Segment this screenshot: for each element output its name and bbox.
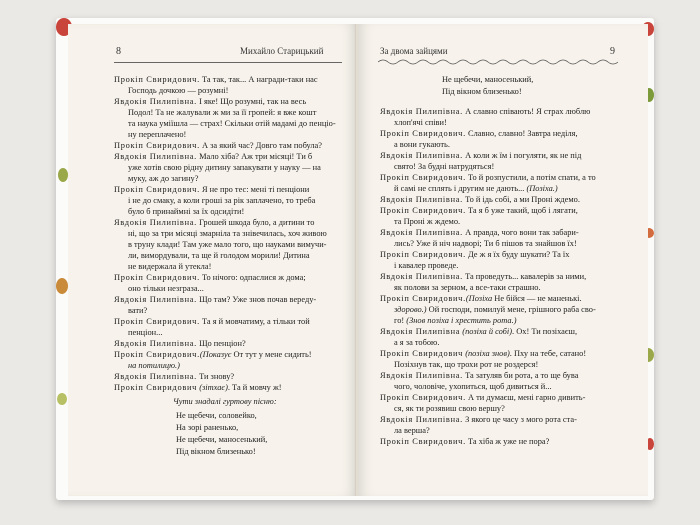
running-head: Михайло Старицький bbox=[240, 46, 324, 56]
dialogue-line bbox=[380, 150, 596, 161]
line-text: То й розпустили, а потім спати, а то bbox=[465, 173, 596, 182]
dialogue-line bbox=[380, 392, 596, 403]
speaker-name: Прокіп Свиридович. bbox=[380, 129, 466, 138]
speaker-name: Явдокія Пилипівна. bbox=[380, 272, 463, 281]
line-text: Та так, так... А награди-таки нас bbox=[199, 75, 318, 84]
line-text: Ти знову? bbox=[196, 372, 235, 381]
verse-line: Не щебечи, соловейко, bbox=[176, 411, 257, 420]
speaker-name: Прокіп Свиридович. bbox=[114, 350, 200, 359]
speaker-name: Явдокія Пилипівна bbox=[380, 327, 461, 336]
dialogue-line bbox=[380, 271, 596, 282]
speaker-name: Явдокія Пилипівна. bbox=[114, 218, 197, 227]
line-text: і кавалер проведе. bbox=[394, 261, 459, 270]
line-text: було б принаймні за їх одсидіти! bbox=[128, 207, 245, 216]
text-line bbox=[380, 139, 596, 150]
header-rule bbox=[114, 62, 342, 63]
line-text: а вони гукають. bbox=[394, 140, 450, 149]
dialogue-line bbox=[380, 326, 596, 337]
page-text bbox=[380, 74, 596, 447]
line-text: Та проведуть... кавалерів за ними, bbox=[462, 272, 587, 281]
text-line bbox=[114, 250, 336, 261]
line-text: Славно, славно! Завтра неділя, bbox=[465, 129, 578, 138]
line-text: Грошей шкода було, а дитини то bbox=[196, 218, 315, 227]
line-text: Позіхнув так, що трохи рот не роздерся! bbox=[394, 360, 539, 369]
speaker-name: Прокіп Свиридович. bbox=[114, 317, 200, 326]
dialogue-line bbox=[380, 172, 596, 183]
line-text: Мало хіба? Аж три місяці! Ти б bbox=[196, 152, 313, 161]
dialogue-line bbox=[114, 294, 336, 305]
text-line bbox=[114, 129, 336, 140]
line-text: та Проні ж ждемо. bbox=[394, 217, 461, 226]
verse-line: Не щебечи, маносенький, bbox=[176, 435, 268, 444]
text-line bbox=[380, 282, 596, 293]
dialogue-line bbox=[380, 205, 596, 216]
dialogue-line bbox=[114, 151, 336, 162]
text-line bbox=[380, 359, 596, 370]
dialogue-line bbox=[380, 128, 596, 139]
text-line bbox=[380, 403, 596, 414]
line-text: Що пенціон? bbox=[196, 339, 246, 348]
speaker-name: Явдокія Пилипівна. bbox=[114, 339, 197, 348]
speaker-name: Явдокія Пилипівна. bbox=[380, 415, 463, 424]
dialogue-line bbox=[114, 316, 336, 327]
text-line bbox=[114, 283, 336, 294]
text-line bbox=[114, 85, 336, 96]
dialogue-line bbox=[380, 249, 596, 260]
text-line bbox=[380, 425, 596, 436]
line-text: Та затуляв би рота, а то ще бува bbox=[462, 371, 579, 380]
verse-line: На зорі раненько, bbox=[176, 423, 239, 432]
speaker-name: Прокіп Свиридович bbox=[114, 383, 198, 392]
line-text: ла верша? bbox=[394, 426, 430, 435]
text-line bbox=[380, 337, 596, 348]
text-line bbox=[114, 305, 336, 316]
line-text: Та я й мовчатиму, а тільки той bbox=[199, 317, 310, 326]
speaker-name: Прокіп Свиридович. bbox=[114, 185, 200, 194]
line-text: З якого це часу з мого рота ста- bbox=[462, 415, 577, 424]
line-text: Що там? Уже знов почав вереду- bbox=[196, 295, 317, 304]
line-text: Не бійся — не маненькі. bbox=[492, 294, 582, 303]
text-line bbox=[114, 107, 336, 118]
dialogue-line bbox=[114, 217, 336, 228]
line-text: . Та й мовчу ж! bbox=[227, 383, 282, 392]
song-verse bbox=[114, 410, 336, 458]
dialogue-line bbox=[114, 96, 336, 107]
text-line bbox=[380, 183, 596, 194]
stage-direction: здорово.) bbox=[394, 305, 427, 314]
line-text: уже хотів свою рідну дитину запакувати у науку — на bbox=[128, 163, 321, 172]
speaker-name: Прокіп Свиридович. bbox=[114, 141, 200, 150]
text-line bbox=[380, 381, 596, 392]
text-line bbox=[114, 118, 336, 129]
line-text: ні, що за три місяці змарніла та знівечилась, хоч живою bbox=[128, 229, 327, 238]
speaker-name: Явдокія Пилипівна. bbox=[114, 152, 197, 161]
line-text: муку, аж до загину? bbox=[128, 174, 199, 183]
line-text: вати? bbox=[128, 306, 148, 315]
line-text: оно тільки незграза... bbox=[128, 284, 204, 293]
line-text: а я за тобою. bbox=[394, 338, 440, 347]
speaker-name: Явдокія Пилипівна. bbox=[380, 195, 463, 204]
speaker-name: Явдокія Пилипівна. bbox=[114, 295, 197, 304]
text-line bbox=[380, 304, 596, 315]
line-text: То й ідь собі, а ми Проні ждемо. bbox=[462, 195, 580, 204]
line-text: . Пху на тебе, сатано! bbox=[509, 349, 587, 358]
left-page bbox=[68, 24, 357, 496]
dialogue-line bbox=[114, 338, 336, 349]
stage-direction: (Знов позіха і хрестить рота.) bbox=[406, 316, 517, 325]
line-text: А славно співають! Я страх люблю bbox=[462, 107, 591, 116]
line-text: А ти думаєш, мені гарно дивить- bbox=[465, 393, 586, 402]
line-text: чого, чоловіче, ухопиться, щоб дивиться й... bbox=[394, 382, 552, 391]
text-line bbox=[114, 360, 336, 371]
stage-direction: Чути знадалі гуртову пісню: bbox=[172, 397, 277, 406]
line-text: як полови за зерном, а все-таки страшно. bbox=[394, 283, 541, 292]
dialogue-line bbox=[380, 293, 596, 304]
speaker-name: Прокіп Свиридович. bbox=[380, 437, 466, 446]
speaker-name: Явдокія Пилипівна. bbox=[114, 372, 197, 381]
line-text: і не до смаку, а коли гроші за рік заплачено, то треба bbox=[128, 196, 316, 205]
line-text: хлоп'ячі співи! bbox=[394, 118, 447, 127]
dialogue-line bbox=[114, 382, 336, 393]
line-text: й самі не сплять і другим не дають... bbox=[394, 184, 527, 193]
line-text: Подол! Та не жалували ж ми за її гропей: я вже кошт bbox=[128, 108, 317, 117]
dialogue-line bbox=[114, 74, 336, 85]
speaker-name: Прокіп Свиридович. bbox=[380, 206, 466, 215]
line-text: ну переплачено! bbox=[128, 130, 187, 139]
stage-direction: (Позіха.) bbox=[526, 184, 558, 193]
running-head: За двома зайцями bbox=[380, 46, 448, 56]
text-line bbox=[380, 161, 596, 172]
line-text: От тут у мене сидить! bbox=[231, 350, 312, 359]
dialogue-line bbox=[114, 349, 336, 360]
dialogue-line bbox=[114, 371, 336, 382]
verse-line: Не щебечи, маносенький, bbox=[442, 75, 534, 84]
line-text: лись? Уже й ніч надворі; Ти б пішов та знайшов їх! bbox=[394, 239, 577, 248]
speaker-name: Прокіп Свиридович. bbox=[114, 75, 200, 84]
dialogue-line bbox=[380, 194, 596, 205]
dialogue-line bbox=[380, 370, 596, 381]
dialogue-line bbox=[114, 272, 336, 283]
line-text: Господь дочкою — розумні! bbox=[128, 86, 229, 95]
text-line bbox=[114, 195, 336, 206]
line-text: Та хіба ж уже не пора? bbox=[465, 437, 550, 446]
speaker-name: Прокіп Свиридович. bbox=[380, 250, 466, 259]
text-line bbox=[114, 228, 336, 239]
line-text: пенціон... bbox=[128, 328, 163, 337]
line-text: ли, вимордували, та ще й голодом морили! Дитина bbox=[128, 251, 310, 260]
text-line bbox=[114, 173, 336, 184]
line-text: . Ох! Ти позіхаєш, bbox=[512, 327, 578, 336]
dialogue-line bbox=[114, 184, 336, 195]
text-line bbox=[114, 162, 336, 173]
text-line bbox=[380, 260, 596, 271]
line-text: ся, як ти розявиш свою вершу? bbox=[394, 404, 505, 413]
page-number: 9 bbox=[610, 46, 615, 57]
dialogue-line bbox=[380, 106, 596, 117]
verse-line: Під вікном близенько! bbox=[176, 447, 256, 456]
text-line bbox=[380, 117, 596, 128]
speaker-name: Явдокія Пилипівна. bbox=[380, 107, 463, 116]
line-text: свято! За будні натрудяться! bbox=[394, 162, 495, 171]
line-text: І яке! Що розумні, так на весь bbox=[196, 97, 307, 106]
line-text: То нічого: одпаслися ж дома; bbox=[199, 273, 306, 282]
line-text: не видержала й утекла! bbox=[128, 262, 212, 271]
page-number: 8 bbox=[116, 46, 121, 57]
speaker-name: Прокіп Свиридович. bbox=[380, 173, 466, 182]
dialogue-line bbox=[380, 227, 596, 238]
spacer bbox=[380, 98, 596, 106]
stage-direction: (позіха знов) bbox=[463, 349, 510, 358]
stage-direction: (позіха й собі) bbox=[460, 327, 513, 336]
text-line bbox=[114, 261, 336, 272]
song-verse bbox=[380, 74, 596, 98]
text-line bbox=[380, 238, 596, 249]
dialogue-line bbox=[380, 348, 596, 359]
line-text: та наука уміїшла — страх! Скільки отій мадамі до пенціо- bbox=[128, 119, 336, 128]
stage-direction: (Позіха bbox=[465, 294, 493, 303]
speaker-name: Прокіп Свиридович bbox=[380, 349, 464, 358]
text-line bbox=[114, 239, 336, 250]
speaker-name: Явдокія Пилипівна. bbox=[380, 228, 463, 237]
speaker-name: Прокіп Свиридович. bbox=[380, 393, 466, 402]
open-book bbox=[68, 24, 648, 496]
dialogue-line bbox=[380, 436, 596, 447]
line-text: Я не про тес: мені ті пенціони bbox=[199, 185, 310, 194]
line-text: А правда, чого вони так забари- bbox=[462, 228, 579, 237]
header-wave-rule bbox=[378, 58, 618, 66]
line-text: Ой господи, помилуй мене, грішного раба сво- bbox=[426, 305, 596, 314]
text-line bbox=[380, 216, 596, 227]
stage-direction: (зітхає) bbox=[197, 383, 228, 392]
dialogue-line bbox=[114, 140, 336, 151]
line-text: го! bbox=[394, 316, 407, 325]
stage-direction: на потилицю.) bbox=[128, 361, 180, 370]
speaker-name: Прокіп Свиридович. bbox=[114, 273, 200, 282]
line-text: в труну клади! Там уже мало того, що науками вимучи- bbox=[128, 240, 327, 249]
speaker-name: Явдокія Пилипівна. bbox=[380, 151, 463, 160]
text-line bbox=[380, 315, 596, 326]
stage-direction: (Показує bbox=[199, 350, 232, 359]
speaker-name: Явдокія Пилипівна. bbox=[114, 97, 197, 106]
line-text: Де ж я їх буду шукати? Та їх bbox=[465, 250, 570, 259]
speaker-name: Прокіп Свиридович. bbox=[380, 294, 466, 303]
line-text: Та я б уже такий, щоб і лягати, bbox=[465, 206, 578, 215]
dialogue-line bbox=[380, 414, 596, 425]
page-text bbox=[114, 74, 336, 458]
line-text: А за який час? Довго там побула? bbox=[199, 141, 322, 150]
speaker-name: Явдокія Пилипівна. bbox=[380, 371, 463, 380]
right-page bbox=[358, 24, 648, 496]
text-line bbox=[114, 206, 336, 217]
verse-line: Під вікном близенько! bbox=[442, 87, 522, 96]
text-line bbox=[114, 327, 336, 338]
line-text: А коли ж їм і погуляти, як не під bbox=[462, 151, 582, 160]
